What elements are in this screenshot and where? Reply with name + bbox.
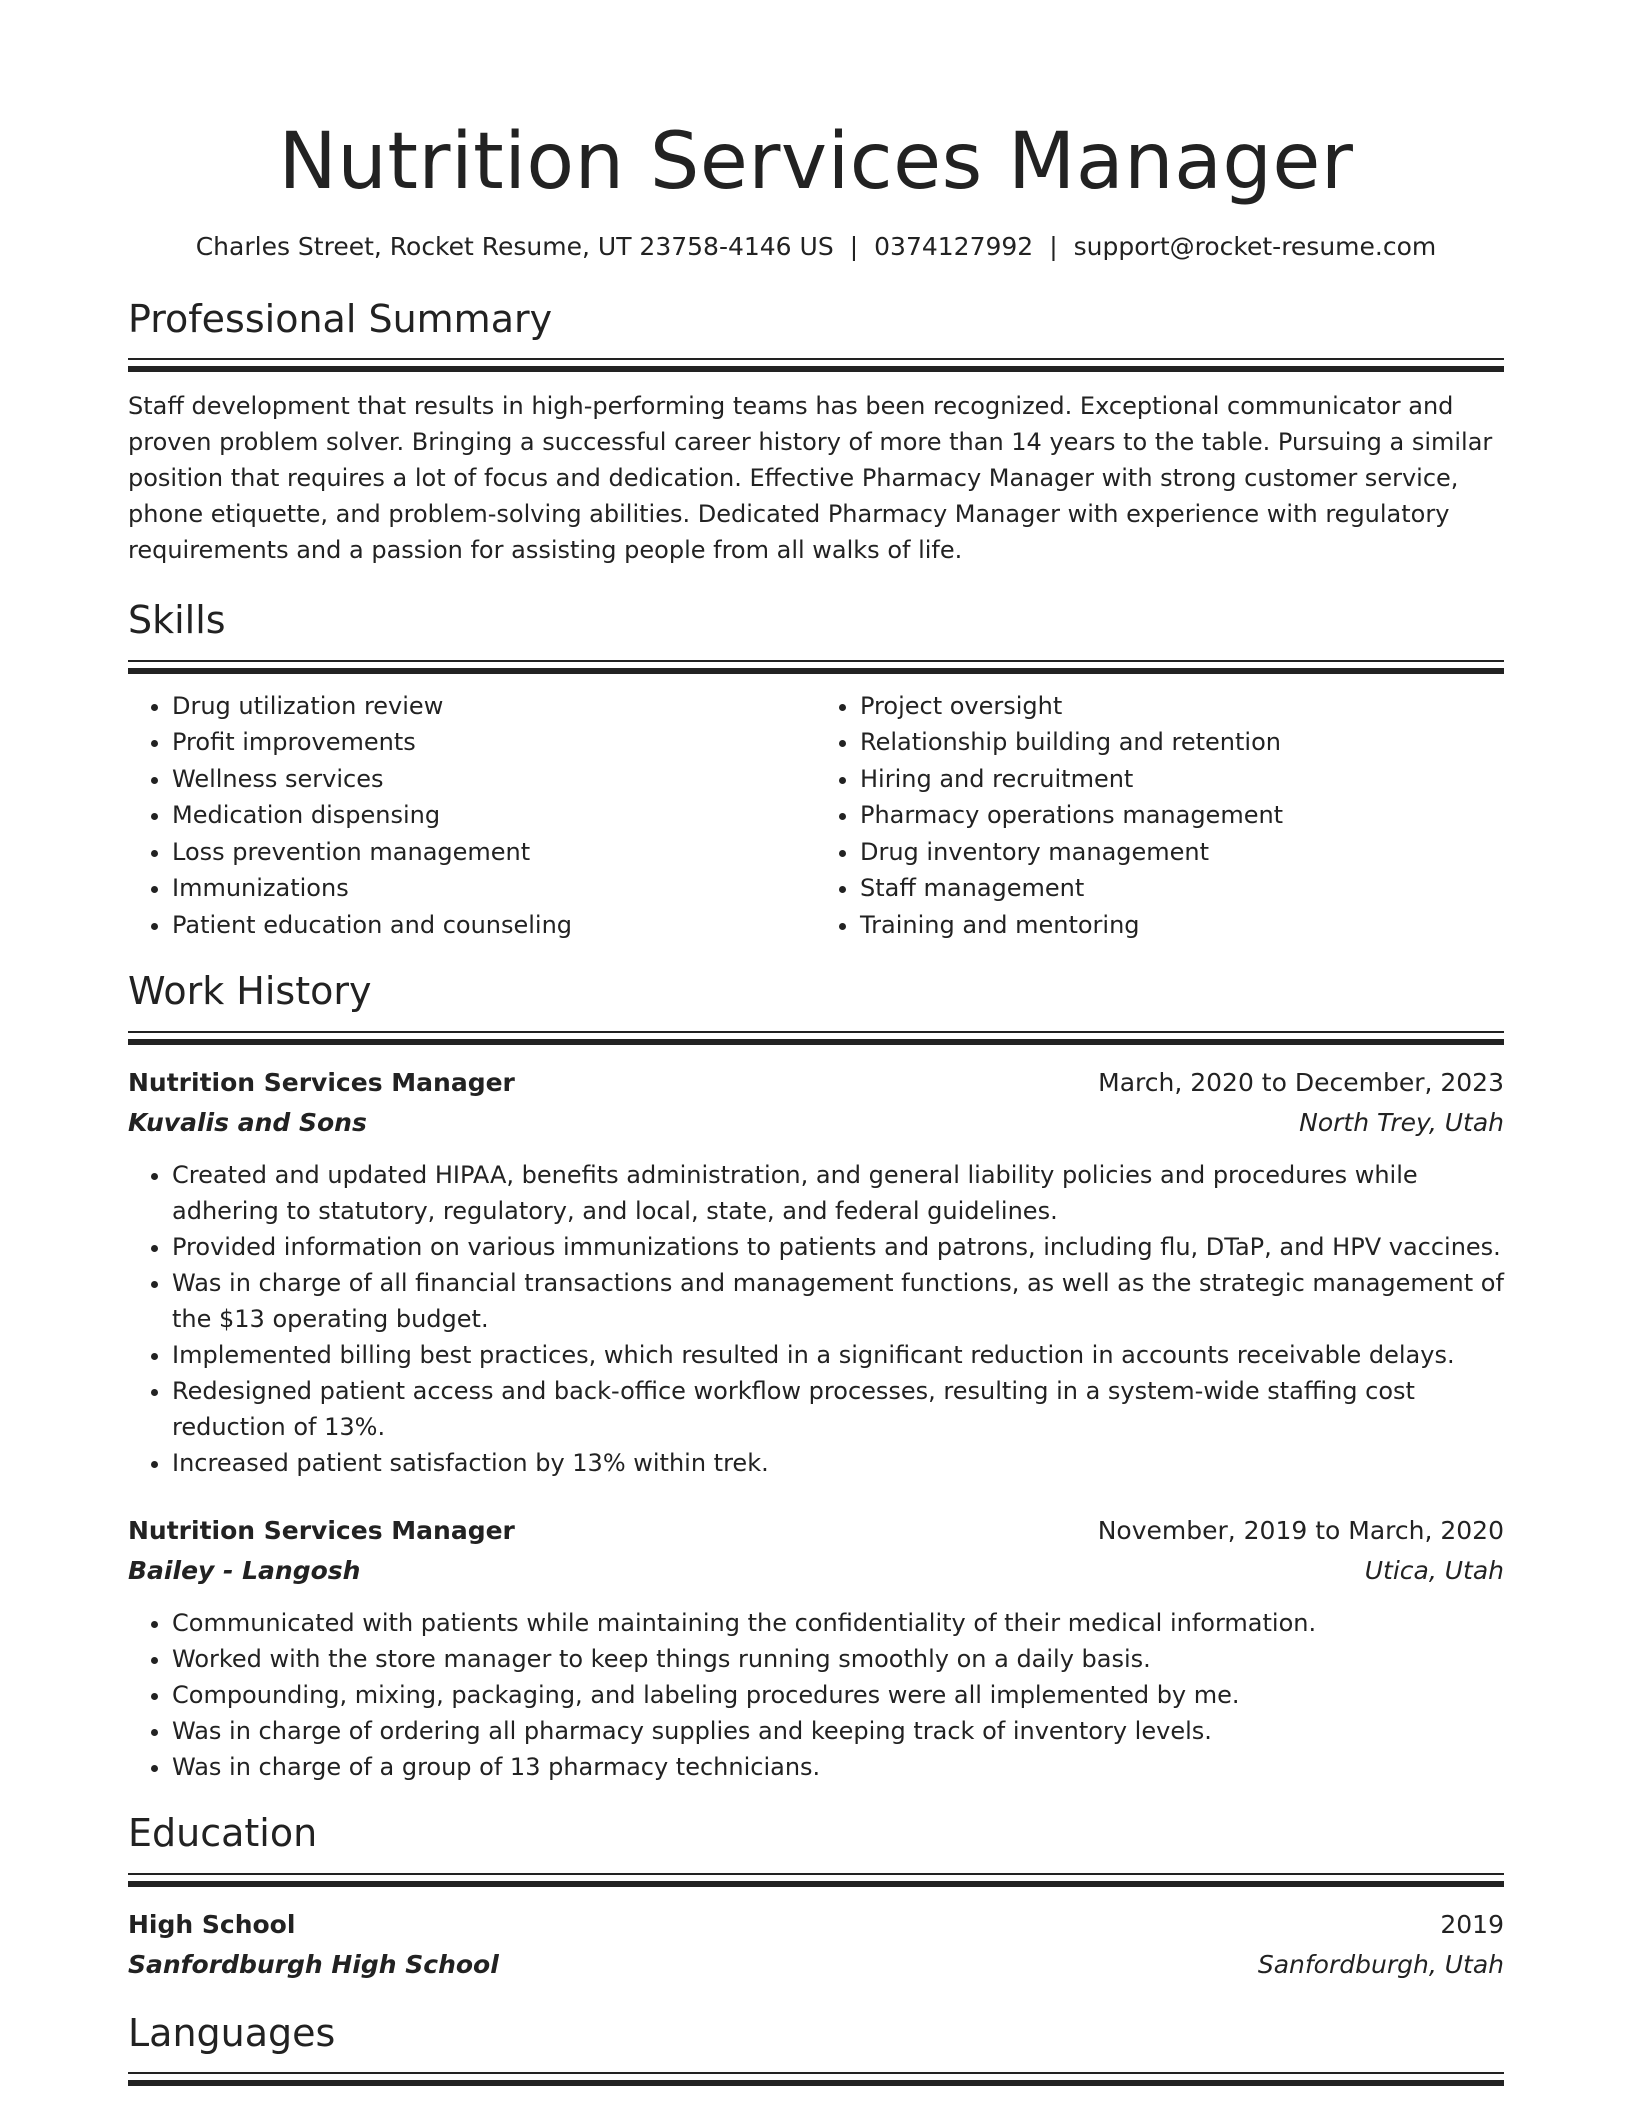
resume-page <box>128 117 1504 2086</box>
job-dates: November, 2019 to March, 2020 <box>1097 1516 1504 1546</box>
skill-item: • Hiring and recruitment <box>860 761 1504 798</box>
contact-address: Charles Street, Rocket Resume, UT 23758-4146 US <box>195 231 834 261</box>
contact-separator: | <box>849 231 859 261</box>
job-bullet: • Implemented billing best practices, which resulted in a significant reduction in accounts receivable delays. <box>172 1337 1504 1373</box>
work-history-section <box>128 969 1504 1785</box>
languages-title: Languages <box>128 2010 336 2055</box>
education-year: 2019 <box>1440 1909 1504 1939</box>
job-bullet: • Created and updated HIPAA, benefits administration, and general liability policies and procedures while adhering to statutory, regulatory, and local, state, and federal guidelines. <box>172 1157 1504 1229</box>
contact-line <box>128 232 1504 261</box>
job-bullet: • Was in charge of ordering all pharmacy supplies and keeping track of inventory levels. <box>172 1713 1504 1749</box>
education-location: Sanfordburgh, Utah <box>1257 1949 1504 1979</box>
skills-column-right <box>816 688 1504 944</box>
skill-item: • Pharmacy operations management <box>860 797 1504 834</box>
section-divider <box>128 1031 1504 1045</box>
skills-title: Skills <box>128 598 226 643</box>
skill-item: • Drug utilization review <box>172 688 816 725</box>
education-degree: High School <box>128 1909 296 1939</box>
contact-phone: 0374127992 <box>874 231 1034 261</box>
skill-item: • Profit improvements <box>172 724 816 761</box>
job-bullet: • Was in charge of a group of 13 pharmacy technicians. <box>172 1749 1504 1785</box>
job-bullet: • Was in charge of all financial transactions and management functions, as well as the strategic management of the $13 operating budget. <box>172 1265 1504 1337</box>
skill-item: • Project oversight <box>860 688 1504 725</box>
job-bullet: • Worked with the store manager to keep things running smoothly on a daily basis. <box>172 1641 1504 1677</box>
education-title: Education <box>128 1811 318 1856</box>
job-bullet: • Compounding, mixing, packaging, and labeling procedures were all implemented by me. <box>172 1677 1504 1713</box>
resume-name: Nutrition Services Manager <box>278 117 1354 207</box>
skills-section <box>128 598 1504 943</box>
job-location: North Trey, Utah <box>1299 1108 1504 1138</box>
job-header-row <box>128 1511 1504 1551</box>
education-header-row <box>128 1905 1504 1945</box>
education-entry <box>128 1905 1504 1985</box>
skill-item: • Training and mentoring <box>860 907 1504 944</box>
section-divider <box>128 2072 1504 2086</box>
skill-item: • Staff management <box>860 870 1504 907</box>
education-school-row <box>128 1945 1504 1985</box>
summary-text: Staff development that results in high-performing teams has been recognized. Exceptional communicator and proven problem solver. Bringing a successful career history of more than 14 years to the table. Pursuing a similar position that requires a lot of focus and dedication. Effective Pharmacy Manager with strong customer service, phone etiquette, and problem-solving abilities. Dedicated Pharmacy Manager with experience with regulatory requirements and a passion for assisting people from all walks of life. <box>128 392 1493 565</box>
education-section <box>128 1811 1504 1985</box>
skill-item: • Loss prevention management <box>172 834 816 871</box>
job-company-row <box>128 1103 1504 1143</box>
job-company: Kuvalis and Sons <box>128 1108 367 1138</box>
job-bullet: • Communicated with patients while maintaining the confidentiality of their medical information. <box>172 1605 1504 1641</box>
work-history-title: Work History <box>128 969 372 1014</box>
job-entry <box>128 1063 1504 1481</box>
job-location: Utica, Utah <box>1364 1556 1504 1586</box>
job-bullet: • Provided information on various immunizations to patients and patrons, including flu, DTaP, and HPV vaccines. <box>172 1229 1504 1265</box>
job-bullet: • Increased patient satisfaction by 13% within trek. <box>172 1445 1504 1481</box>
section-divider <box>128 1873 1504 1887</box>
job-title: Nutrition Services Manager <box>128 1068 515 1098</box>
job-bullets <box>128 1157 1504 1481</box>
job-dates: March, 2020 to December, 2023 <box>1098 1068 1504 1098</box>
contact-email: support@rocket-resume.com <box>1073 231 1437 261</box>
skill-item: • Relationship building and retention <box>860 724 1504 761</box>
job-bullets <box>128 1605 1504 1785</box>
job-entry <box>128 1511 1504 1785</box>
job-company-row <box>128 1551 1504 1591</box>
job-title: Nutrition Services Manager <box>128 1516 515 1546</box>
skills-column-left <box>128 688 816 944</box>
job-bullet: • Redesigned patient access and back-office workflow processes, resulting in a system-wide staffing cost reduction of 13%. <box>172 1373 1504 1445</box>
languages-section <box>128 2011 1504 2087</box>
skills-list <box>128 688 1504 944</box>
summary-title: Professional Summary <box>128 296 553 341</box>
section-divider <box>128 358 1504 372</box>
skill-item: • Patient education and counseling <box>172 907 816 944</box>
job-company: Bailey - Langosh <box>128 1556 361 1586</box>
skill-item: • Drug inventory management <box>860 834 1504 871</box>
section-divider <box>128 660 1504 674</box>
summary-section <box>128 297 1504 569</box>
job-header-row <box>128 1063 1504 1103</box>
skill-item: • Wellness services <box>172 761 816 798</box>
contact-separator: | <box>1049 231 1058 261</box>
education-school: Sanfordburgh High School <box>128 1949 499 1979</box>
skill-item: • Immunizations <box>172 870 816 907</box>
skill-item: • Medication dispensing <box>172 797 816 834</box>
